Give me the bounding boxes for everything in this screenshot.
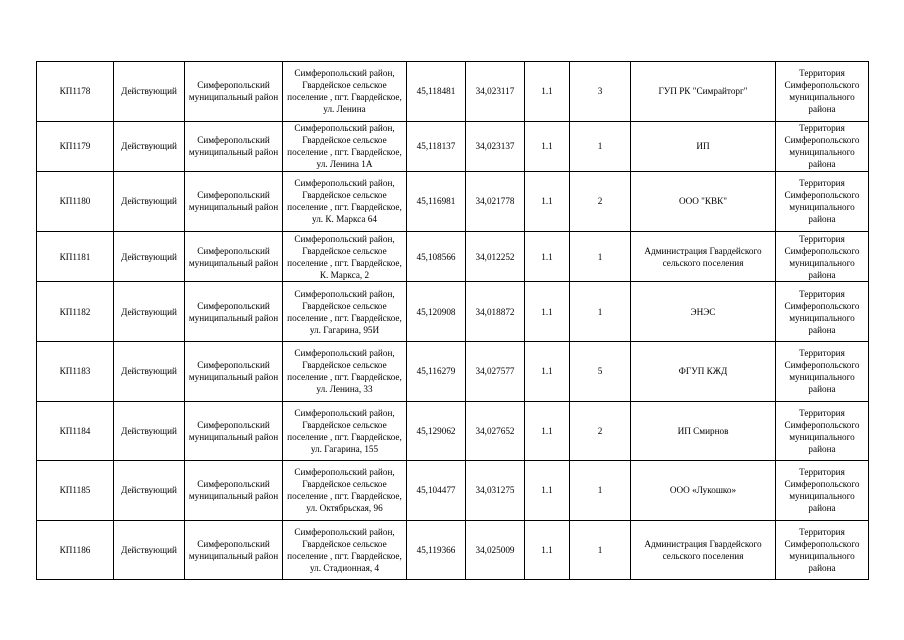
status-cell: Действующий [114,520,185,580]
site-id-cell: КП1178 [37,62,114,122]
site-id-cell: КП1186 [37,520,114,580]
municipality-cell: Симферопольский муниципальный район [185,401,283,461]
table-row [37,461,869,521]
site-id-cell: КП1180 [37,172,114,232]
container-count-cell: 1 [570,121,631,172]
status-cell: Действующий [114,341,185,401]
longitude-cell: 34,027577 [466,341,525,401]
type-code-cell: 1.1 [525,282,570,342]
longitude-cell: 34,012252 [466,231,525,282]
status-cell: Действующий [114,231,185,282]
territory-cell: Территория Симферопольского муниципального района [776,282,869,342]
address-cell: Симферопольский район, Гвардейское сельское поселение , пгт. Гвардейское, ул. Гагарина, 95И [283,282,407,342]
table-row [37,520,869,580]
longitude-cell: 34,023137 [466,121,525,172]
longitude-cell: 34,023117 [466,62,525,122]
owner-cell: Администрация Гвардейского сельского поселения [631,231,776,282]
latitude-cell: 45,116981 [407,172,466,232]
address-cell: Симферопольский район, Гвардейское сельское поселение , пгт. Гвардейское, ул. Ленина [283,62,407,122]
latitude-cell: 45,118481 [407,62,466,122]
latitude-cell: 45,120908 [407,282,466,342]
address-cell: Симферопольский район, Гвардейское сельское поселение , пгт. Гвардейское, ул. Ленина, 33 [283,341,407,401]
territory-cell: Территория Симферопольского муниципального района [776,461,869,521]
container-count-cell: 2 [570,172,631,232]
territory-cell: Территория Симферопольского муниципального района [776,520,869,580]
status-cell: Действующий [114,461,185,521]
container-count-cell: 1 [570,282,631,342]
site-id-cell: КП1183 [37,341,114,401]
type-code-cell: 1.1 [525,172,570,232]
territory-cell: Территория Симферопольского муниципального района [776,172,869,232]
latitude-cell: 45,129062 [407,401,466,461]
address-cell: Симферопольский район, Гвардейское сельское поселение , пгт. Гвардейское, ул. К. Маркса 64 [283,172,407,232]
owner-cell: ИП [631,121,776,172]
type-code-cell: 1.1 [525,341,570,401]
owner-cell: ООО "КВК" [631,172,776,232]
site-id-cell: КП1182 [37,282,114,342]
owner-cell: ИП Смирнов [631,401,776,461]
latitude-cell: 45,116279 [407,341,466,401]
address-cell: Симферопольский район, Гвардейское сельское поселение , пгт. Гвардейское, ул. Гагарина, 155 [283,401,407,461]
owner-cell: ЭНЭС [631,282,776,342]
longitude-cell: 34,025009 [466,520,525,580]
container-sites-table [36,61,869,580]
address-cell: Симферопольский район, Гвардейское сельское поселение , пгт. Гвардейское, ул. Октябрьская, 96 [283,461,407,521]
container-count-cell: 5 [570,341,631,401]
container-count-cell: 3 [570,62,631,122]
owner-cell: ФГУП КЖД [631,341,776,401]
type-code-cell: 1.1 [525,461,570,521]
table-row [37,341,869,401]
table-row [37,282,869,342]
municipality-cell: Симферопольский муниципальный район [185,172,283,232]
territory-cell: Территория Симферопольского муниципального района [776,231,869,282]
type-code-cell: 1.1 [525,520,570,580]
status-cell: Действующий [114,282,185,342]
latitude-cell: 45,108566 [407,231,466,282]
address-cell: Симферопольский район, Гвардейское сельское поселение , пгт. Гвардейское, ул. Стадионная, 4 [283,520,407,580]
owner-cell: Администрация Гвардейского сельского поселения [631,520,776,580]
site-id-cell: КП1185 [37,461,114,521]
address-cell: Симферопольский район, Гвардейское сельское поселение , пгт. Гвардейское, К. Маркса, 2 [283,231,407,282]
municipality-cell: Симферопольский муниципальный район [185,62,283,122]
territory-cell: Территория Симферопольского муниципального района [776,121,869,172]
municipality-cell: Симферопольский муниципальный район [185,520,283,580]
site-id-cell: КП1179 [37,121,114,172]
municipality-cell: Симферопольский муниципальный район [185,341,283,401]
container-count-cell: 2 [570,401,631,461]
type-code-cell: 1.1 [525,231,570,282]
longitude-cell: 34,027652 [466,401,525,461]
latitude-cell: 45,118137 [407,121,466,172]
container-count-cell: 1 [570,520,631,580]
latitude-cell: 45,119366 [407,520,466,580]
longitude-cell: 34,021778 [466,172,525,232]
site-id-cell: КП1181 [37,231,114,282]
longitude-cell: 34,031275 [466,461,525,521]
table-body [37,62,869,580]
container-count-cell: 1 [570,461,631,521]
site-id-cell: КП1184 [37,401,114,461]
type-code-cell: 1.1 [525,62,570,122]
container-count-cell: 1 [570,231,631,282]
status-cell: Действующий [114,172,185,232]
territory-cell: Территория Симферопольского муниципального района [776,341,869,401]
table-row [37,401,869,461]
status-cell: Действующий [114,62,185,122]
table-row [37,62,869,122]
type-code-cell: 1.1 [525,121,570,172]
municipality-cell: Симферопольский муниципальный район [185,231,283,282]
municipality-cell: Симферопольский муниципальный район [185,121,283,172]
territory-cell: Территория Симферопольского муниципального района [776,62,869,122]
type-code-cell: 1.1 [525,401,570,461]
status-cell: Действующий [114,121,185,172]
longitude-cell: 34,018872 [466,282,525,342]
table-row [37,121,869,172]
municipality-cell: Симферопольский муниципальный район [185,282,283,342]
municipality-cell: Симферопольский муниципальный район [185,461,283,521]
latitude-cell: 45,104477 [407,461,466,521]
owner-cell: ГУП РК "Симрайторг" [631,62,776,122]
territory-cell: Территория Симферопольского муниципального района [776,401,869,461]
owner-cell: ООО «Лукошко» [631,461,776,521]
table-row [37,172,869,232]
status-cell: Действующий [114,401,185,461]
table-row [37,231,869,282]
address-cell: Симферопольский район, Гвардейское сельское поселение , пгт. Гвардейское, ул. Ленина 1А [283,121,407,172]
